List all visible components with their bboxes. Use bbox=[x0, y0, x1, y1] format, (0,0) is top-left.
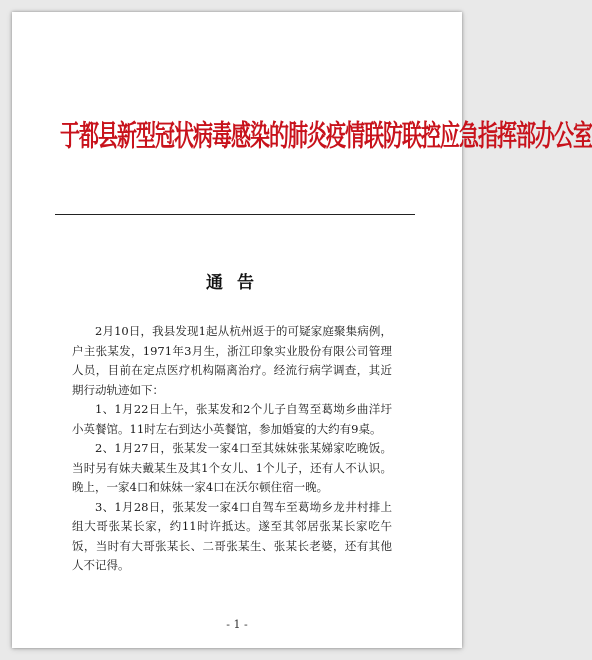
document-page bbox=[12, 12, 592, 648]
header-divider bbox=[55, 214, 415, 215]
body-paragraph: 2月10日，我县发现1起从杭州返于的可疑家庭聚集病例，户主张某发，1971年3月生，浙江印象实业股份有限公司管理人员，目前在定点医疗机构隔离治疗。经流行病学调查，其近期行动轨迹如下： bbox=[72, 324, 392, 397]
body-paragraph: 2、1月27日，张某发一家4口至其妹妹张某娣家吃晚饭。当时另有妹夫戴某生及其1个女儿、1个儿子，还有人不认识。晚上，一家4口和妹妹一家4口在沃尔顿住宿一晚。 bbox=[72, 441, 392, 494]
body-paragraph: 1、1月22日上午，张某发和2个儿子自驾至葛坳乡曲洋圩小英餐馆。11时左右到达小英餐馆，参加婚宴的大约有9桌。 bbox=[72, 402, 392, 436]
document-title: 通告 bbox=[206, 273, 268, 293]
page-number: - 1 - bbox=[226, 618, 248, 631]
body-paragraph: 3、1月28日，张某发一家4口自驾车至葛坳乡龙井村排上组大哥张某长家，约11时许抵达。遂至其邻居张某长家吃午饭，当时有大哥张某长、二哥张某生、张某长老婆，还有其他人不记得。 bbox=[72, 499, 392, 572]
notice-body bbox=[72, 322, 392, 576]
issuing-office-title: 于都县新型冠状病毒感染的肺炎疫情联防联控应急指挥部办公室 bbox=[60, 117, 592, 153]
